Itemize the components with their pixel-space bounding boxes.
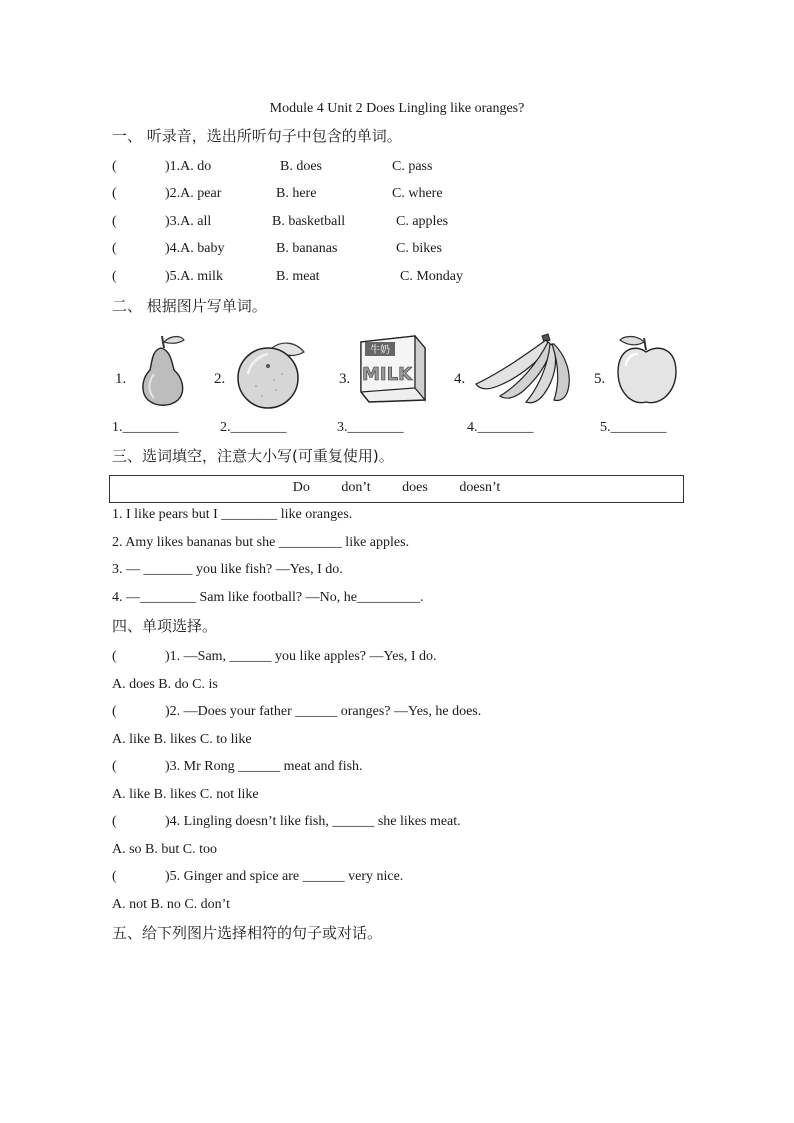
section4-heading: 四、单项选择。 [112, 617, 218, 635]
picture-label-5: 5. [594, 371, 606, 387]
question-options: A. not B. no C. don’t [112, 897, 230, 912]
section3-heading: 三、选词填空，注意大小写(可重复使用)。 [112, 447, 394, 465]
picture-label-1: 1. [115, 371, 127, 387]
answer-paren[interactable]: ( [112, 269, 117, 284]
question-text: )4. Lingling doesn’t like fish, ______ she likes meat. [165, 814, 461, 829]
answer-paren[interactable]: ( [112, 869, 117, 884]
answer-blank-2[interactable]: 2.________ [220, 420, 287, 435]
answer-paren[interactable]: ( [112, 759, 117, 774]
question-text: )2. —Does your father ______ oranges? —Yes, he does. [165, 704, 482, 719]
section1-heading: 一、 听录音，选出所听句子中包含的单词。 [112, 127, 402, 145]
apple-icon [614, 332, 682, 408]
question-text: )3. Mr Rong ______ meat and fish. [165, 759, 363, 774]
question-options: A. so B. but C. too [112, 842, 218, 857]
option-a: )2.A. pear [165, 186, 222, 201]
section2-heading: 二、 根据图片写单词。 [112, 297, 267, 315]
question-options: A. does B. do C. is [112, 677, 218, 692]
option-a: )5.A. milk [165, 269, 223, 284]
orange-icon [232, 338, 310, 410]
pear-icon [128, 330, 196, 408]
option-c: C. where [392, 186, 443, 201]
picture-label-4: 4. [454, 371, 466, 387]
answer-blank-3[interactable]: 3.________ [337, 420, 404, 435]
picture-label-2: 2. [214, 371, 226, 387]
option-b: B. bananas [276, 241, 338, 256]
bananas-icon [472, 332, 576, 406]
section5-heading: 五、给下列图片选择相符的句子或对话。 [112, 924, 383, 942]
word-bank-item: don’t [341, 480, 371, 495]
answer-paren[interactable]: ( [112, 814, 117, 829]
option-b: B. does [280, 159, 322, 174]
answer-paren[interactable]: ( [112, 214, 117, 229]
answer-blank-5[interactable]: 5.________ [600, 420, 667, 435]
word-bank-item: Do [292, 480, 310, 495]
milk-carton-icon [355, 330, 431, 404]
question-text: )5. Ginger and spice are ______ very nice. [165, 869, 404, 884]
word-bank-item: doesn’t [459, 480, 501, 495]
word-bank-item: does [402, 480, 428, 495]
answer-paren[interactable]: ( [112, 159, 117, 174]
option-b: B. basketball [272, 214, 346, 229]
picture-label-3: 3. [339, 371, 351, 387]
option-c: C. Monday [400, 269, 463, 284]
fill-blank-item-1: 1. I like pears but I ________ like oranges. [112, 507, 353, 522]
question-options: A. like B. likes C. to like [112, 732, 252, 747]
answer-paren[interactable]: ( [112, 649, 117, 664]
answer-paren[interactable]: ( [112, 704, 117, 719]
fill-blank-item-2: 2. Amy likes bananas but she _________ like apples. [112, 535, 410, 550]
fill-blank-item-4: 4. —________ Sam like football? —No, he_________. [112, 590, 424, 605]
question-text: )1. —Sam, ______ you like apples? —Yes, I do. [165, 649, 437, 664]
milk-cn-label: 牛奶 [370, 345, 390, 356]
option-a: )3.A. all [165, 214, 212, 229]
milk-label: MILK [361, 364, 413, 385]
option-c: C. bikes [396, 241, 442, 256]
option-c: C. pass [392, 159, 433, 174]
option-c: C. apples [396, 214, 449, 229]
answer-paren[interactable]: ( [112, 241, 117, 256]
question-options: A. like B. likes C. not like [112, 787, 259, 802]
option-a: )1.A. do [165, 159, 212, 174]
page-title: Module 4 Unit 2 Does Lingling like oranges? [269, 101, 525, 116]
answer-paren[interactable]: ( [112, 186, 117, 201]
option-b: B. meat [276, 269, 320, 284]
word-bank-box [109, 475, 684, 503]
answer-blank-4[interactable]: 4.________ [467, 420, 534, 435]
option-b: B. here [276, 186, 317, 201]
answer-blank-1[interactable]: 1.________ [112, 420, 179, 435]
option-a: )4.A. baby [165, 241, 225, 256]
fill-blank-item-3: 3. — _______ you like fish? —Yes, I do. [112, 562, 343, 577]
word-bank [110, 480, 683, 496]
